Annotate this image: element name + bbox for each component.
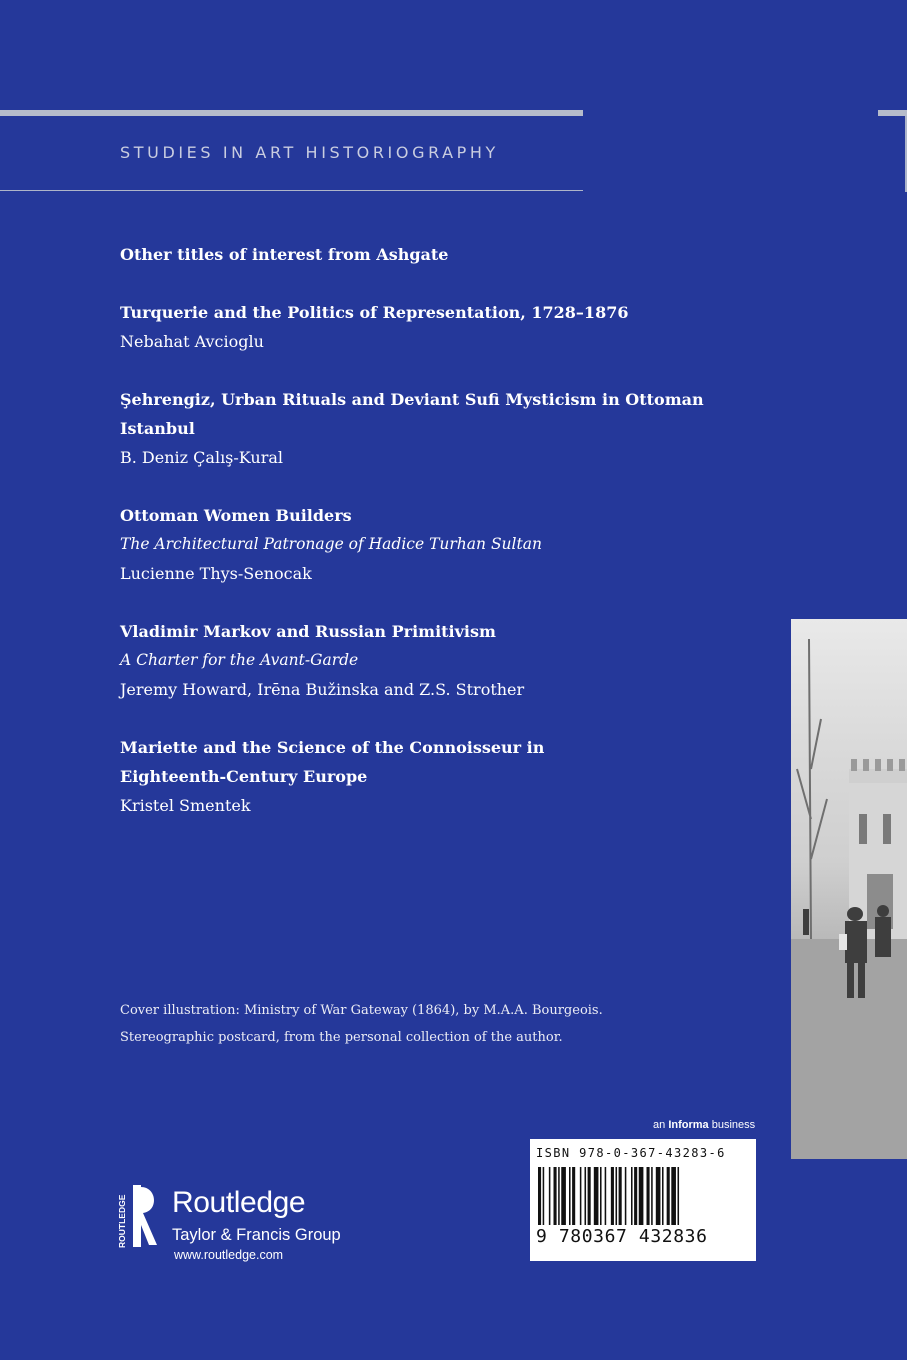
barcode-bar bbox=[667, 1167, 670, 1225]
ean-text: 9 780367 432836 bbox=[536, 1226, 708, 1247]
cover-credit bbox=[120, 997, 640, 1051]
book-subtitle: A Charter for the Avant-Garde bbox=[120, 651, 359, 669]
barcode-bar bbox=[631, 1167, 633, 1225]
barcode-bar bbox=[585, 1167, 587, 1225]
routledge-logo-text: ROUTLEDGE bbox=[117, 1194, 127, 1248]
informa-tagline bbox=[653, 1119, 763, 1131]
barcode-bar bbox=[662, 1167, 664, 1225]
barcode-bar bbox=[611, 1167, 614, 1225]
book-title: Ottoman Women Builders bbox=[120, 506, 352, 525]
barcode-bar bbox=[619, 1167, 622, 1225]
cover-credit-line-2: Stereographic postcard, from the personal collection of the author. bbox=[120, 1030, 563, 1045]
barcode-bars bbox=[536, 1167, 750, 1225]
series-rule bbox=[0, 190, 583, 191]
barcode-bar bbox=[671, 1167, 676, 1225]
barcode-bar bbox=[561, 1167, 566, 1225]
book-title: Turquerie and the Politics of Representation, 1728–1876 bbox=[120, 303, 629, 322]
book-entry bbox=[120, 733, 780, 820]
barcode-bar bbox=[616, 1167, 618, 1225]
barcode-bar bbox=[549, 1167, 551, 1225]
book-subtitle: The Architectural Patronage of Hadice Turhan Sultan bbox=[120, 535, 542, 553]
book-title: Vladimir Markov and Russian Primitivism bbox=[120, 622, 496, 641]
barcode-bar bbox=[588, 1167, 591, 1225]
book-title: Şehrengiz, Urban Rituals and Deviant Sufi Mysticism in Ottoman Istanbul bbox=[120, 390, 704, 438]
barcode-bar bbox=[543, 1167, 545, 1225]
isbn-barcode bbox=[530, 1139, 756, 1261]
informa-suffix: business bbox=[711, 1119, 756, 1131]
barcode-bar bbox=[594, 1167, 599, 1225]
informa-brand: Informa bbox=[668, 1119, 709, 1131]
top-rule bbox=[0, 110, 583, 116]
barcode-bar bbox=[572, 1167, 575, 1225]
titles-heading: Other titles of interest from Ashgate bbox=[120, 245, 449, 264]
top-rule-right bbox=[878, 110, 907, 116]
barcode-bar bbox=[600, 1167, 602, 1225]
publisher-group: Taylor & Francis Group bbox=[172, 1226, 341, 1244]
informa-prefix: an bbox=[653, 1119, 666, 1131]
book-author: Lucienne Thys-Senocak bbox=[120, 564, 312, 583]
barcode-bar bbox=[558, 1167, 560, 1225]
barcode-bar bbox=[634, 1167, 637, 1225]
book-entry bbox=[120, 298, 780, 356]
publisher-url: www.routledge.com bbox=[174, 1248, 284, 1262]
book-entry bbox=[120, 385, 780, 472]
book-entry bbox=[120, 617, 780, 704]
book-title-line-1: Mariette and the Science of the Connoisseur in bbox=[120, 738, 545, 757]
cover-credit-line-1: Cover illustration: Ministry of War Gateway (1864), by M.A.A. Bourgeois. bbox=[120, 1003, 603, 1018]
barcode-bar bbox=[647, 1167, 650, 1225]
publisher-name: Routledge bbox=[172, 1186, 306, 1219]
isbn-text: ISBN 978-0-367-43283-6 bbox=[536, 1146, 726, 1160]
barcode-bar bbox=[625, 1167, 627, 1225]
book-author: Jeremy Howard, Irēna Bužinska and Z.S. Strother bbox=[120, 680, 525, 699]
barcode-bar bbox=[651, 1167, 653, 1225]
cover-photo-fragment bbox=[791, 619, 907, 1159]
book-author: Nebahat Avcioglu bbox=[120, 332, 264, 351]
barcode-bar bbox=[554, 1167, 557, 1225]
book-author: Kristel Smentek bbox=[120, 796, 251, 815]
book-entry bbox=[120, 501, 780, 588]
barcode-bar bbox=[580, 1167, 582, 1225]
barcode-bar bbox=[639, 1167, 644, 1225]
barcode-bar bbox=[605, 1167, 607, 1225]
barcode-bar bbox=[538, 1167, 541, 1225]
book-title-line-2: Eighteenth-Century Europe bbox=[120, 767, 368, 786]
book-author: B. Deniz Çalış-Kural bbox=[120, 448, 284, 467]
routledge-logo-icon bbox=[115, 1183, 161, 1249]
barcode-bar bbox=[656, 1167, 661, 1225]
series-title: STUDIES IN ART HISTORIOGRAPHY bbox=[120, 143, 499, 162]
titles-list bbox=[120, 240, 780, 849]
barcode-bar bbox=[569, 1167, 571, 1225]
barcode-bar bbox=[678, 1167, 680, 1225]
